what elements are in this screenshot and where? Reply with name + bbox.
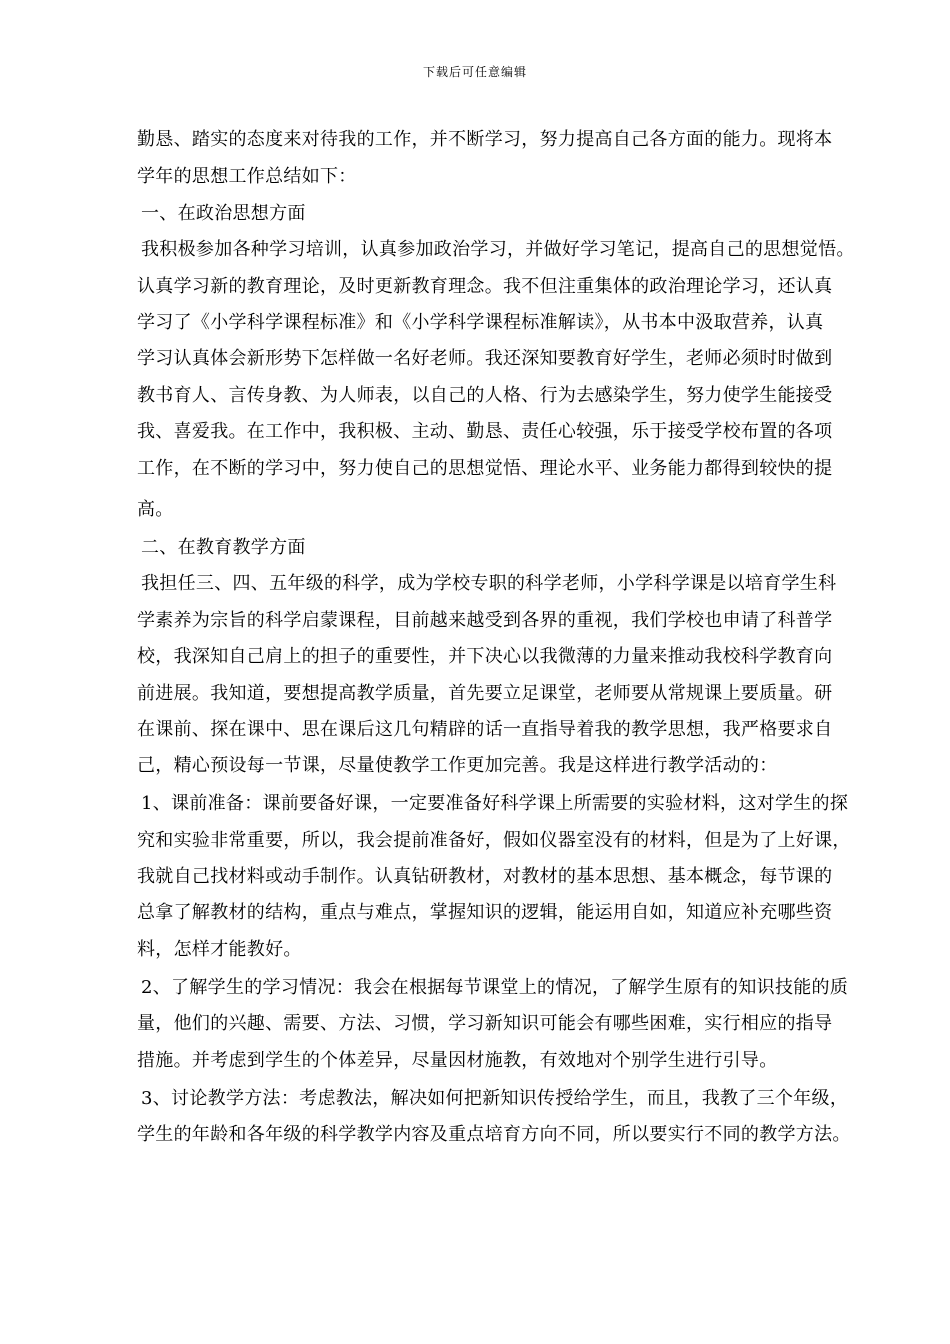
text-line: 学年的思想工作总结如下：	[137, 166, 357, 187]
text-line: 措施。并考虑到学生的个体差异，尽量因材施教，有效地对个别学生进行引导。	[137, 1050, 778, 1071]
text-line: 2、了解学生的学习情况：我会在根据每节课堂上的情况，了解学生原有的知识技能的质	[141, 977, 849, 998]
text-line: 料，怎样才能教好。	[137, 939, 302, 960]
text-line: 校，我深知自己肩上的担子的重要性，并下决心以我微薄的力量来推动我校科学教育向	[137, 646, 833, 667]
text-line: 3、讨论教学方法：考虑教法，解决如何把新知识传授给学生，而且，我教了三个年级，	[141, 1088, 849, 1109]
text-line: 认真学习新的教育理论，及时更新教育理念。我不但注重集体的政治理论学习，还认真	[137, 276, 833, 297]
text-line: 教书育人、言传身教、为人师表，以自己的人格、行为去感染学生，努力使学生能接受	[137, 385, 833, 406]
text-line: 勤恳、踏实的态度来对待我的工作，并不断学习，努力提高自己各方面的能力。现将本	[137, 129, 833, 150]
text-line: 我积极参加各种学习培训，认真参加政治学习，并做好学习笔记，提高自己的思想觉悟。	[141, 239, 855, 260]
text-line: 我、喜爱我。在工作中，我积极、主动、勤恳、责任心较强，乐于接受学校布置的各项	[137, 421, 833, 442]
text-line: 高。	[137, 499, 174, 520]
text-line: 己，精心预设每一节课，尽量使教学工作更加完善。我是这样进行教学活动的：	[137, 755, 778, 776]
text-line: 学习认真体会新形势下怎样做一名好老师。我还深知要教育好学生，老师必须时时做到	[137, 348, 833, 369]
text-line: 究和实验非常重要，所以，我会提前准备好，假如仪器室没有的材料，但是为了上好课，	[137, 830, 851, 851]
section-heading: 二、在教育教学方面	[141, 537, 306, 558]
text-line: 量，他们的兴趣、需要、方法、习惯，学习新知识可能会有哪些困难，实行相应的指导	[137, 1013, 833, 1034]
text-line: 在课前、探在课中、思在课后这几句精辟的话一直指导着我的教学思想，我严格要求自	[137, 719, 833, 740]
text-line: 工作，在不断的学习中，努力使自己的思想觉悟、理论水平、业务能力都得到较快的提	[137, 458, 833, 479]
text-line: 总拿了解教材的结构，重点与难点，掌握知识的逻辑，能运用自如，知道应补充哪些资	[137, 902, 833, 923]
text-line: 学习了《小学科学课程标准》和《小学科学课程标准解读》，从书本中汲取营养，认真	[137, 312, 824, 333]
text-line: 我就自己找材料或动手制作。认真钻研教材，对教材的基本思想、基本概念，每节课的	[137, 866, 833, 887]
text-line: 1、课前准备：课前要备好课，一定要准备好科学课上所需要的实验材料，这对学生的探	[141, 793, 849, 814]
text-line: 我担任三、四、五年级的科学，成为学校专职的科学老师，小学科学课是以培育学生科	[141, 573, 837, 594]
text-line: 前进展。我知道，要想提高教学质量，首先要立足课堂，老师要从常规课上要质量。研	[137, 683, 833, 704]
text-line: 学生的年龄和各年级的科学教学内容及重点培育方向不同，所以要实行不同的教学方法。	[137, 1124, 851, 1145]
page-header: 下载后可任意编辑	[422, 65, 527, 79]
section-heading: 一、在政治思想方面	[141, 203, 306, 224]
text-line: 学素养为宗旨的科学启蒙课程，目前越来越受到各界的重视，我们学校也申请了科普学	[137, 610, 833, 631]
